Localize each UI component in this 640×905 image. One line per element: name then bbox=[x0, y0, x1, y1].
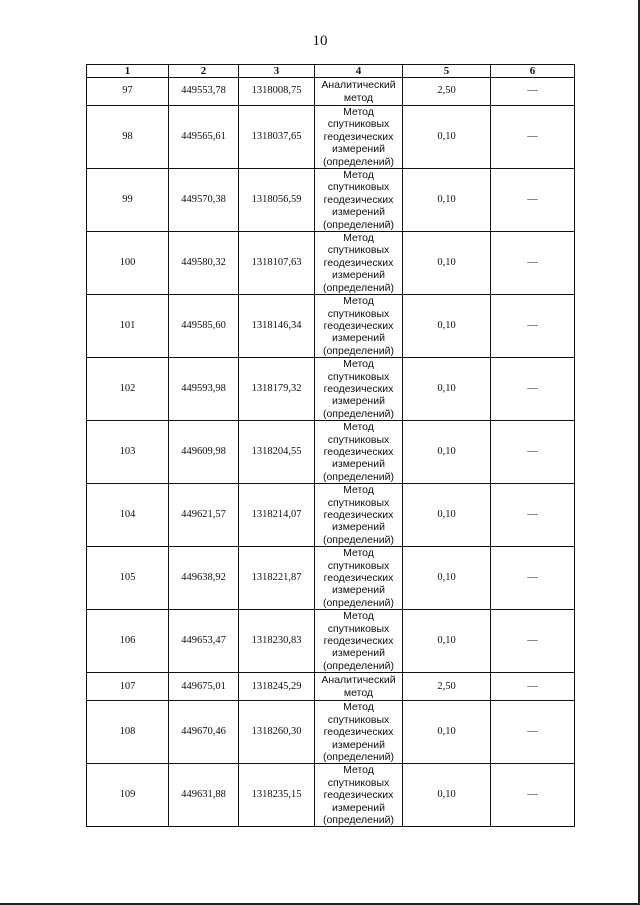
header-col-6: 6 bbox=[491, 65, 575, 78]
point-number: 99 bbox=[87, 169, 169, 232]
note: — bbox=[491, 169, 575, 232]
note: — bbox=[491, 701, 575, 764]
header-col-5: 5 bbox=[403, 65, 491, 78]
method: Метод спутниковых геодезических измерений (определений) bbox=[315, 232, 403, 295]
coord-x: 449553,78 bbox=[169, 78, 239, 106]
coord-y: 1318107,63 bbox=[239, 232, 315, 295]
point-number: 103 bbox=[87, 421, 169, 484]
accuracy: 0,10 bbox=[403, 547, 491, 610]
note: — bbox=[491, 358, 575, 421]
accuracy: 0,10 bbox=[403, 421, 491, 484]
table-row bbox=[87, 421, 575, 484]
point-number: 97 bbox=[87, 78, 169, 106]
coord-y: 1318245,29 bbox=[239, 673, 315, 701]
method: Метод спутниковых геодезических измерений (определений) bbox=[315, 421, 403, 484]
method: Метод спутниковых геодезических измерений (определений) bbox=[315, 764, 403, 827]
point-number: 106 bbox=[87, 610, 169, 673]
point-number: 107 bbox=[87, 673, 169, 701]
note: — bbox=[491, 295, 575, 358]
table-row bbox=[87, 764, 575, 827]
note: — bbox=[491, 484, 575, 547]
coord-y: 1318204,55 bbox=[239, 421, 315, 484]
coord-x: 449580,32 bbox=[169, 232, 239, 295]
point-number: 104 bbox=[87, 484, 169, 547]
method: Метод спутниковых геодезических измерений (определений) bbox=[315, 547, 403, 610]
coord-x: 449593,98 bbox=[169, 358, 239, 421]
point-number: 108 bbox=[87, 701, 169, 764]
table-row bbox=[87, 484, 575, 547]
coord-x: 449675,01 bbox=[169, 673, 239, 701]
point-number: 102 bbox=[87, 358, 169, 421]
table-row bbox=[87, 610, 575, 673]
coord-x: 449631,88 bbox=[169, 764, 239, 827]
method: Метод спутниковых геодезических измерений (определений) bbox=[315, 358, 403, 421]
method: Метод спутниковых геодезических измерений (определений) bbox=[315, 169, 403, 232]
coord-y: 1318179,32 bbox=[239, 358, 315, 421]
point-number: 101 bbox=[87, 295, 169, 358]
method: Метод спутниковых геодезических измерений (определений) bbox=[315, 610, 403, 673]
header-col-2: 2 bbox=[169, 65, 239, 78]
point-number: 109 bbox=[87, 764, 169, 827]
accuracy: 0,10 bbox=[403, 169, 491, 232]
accuracy: 0,10 bbox=[403, 358, 491, 421]
accuracy: 0,10 bbox=[403, 106, 491, 169]
note: — bbox=[491, 764, 575, 827]
point-number: 105 bbox=[87, 547, 169, 610]
note: — bbox=[491, 106, 575, 169]
coord-y: 1318221,87 bbox=[239, 547, 315, 610]
note: — bbox=[491, 673, 575, 701]
coord-y: 1318056,59 bbox=[239, 169, 315, 232]
coord-y: 1318008,75 bbox=[239, 78, 315, 106]
accuracy: 0,10 bbox=[403, 701, 491, 764]
coord-x: 449670,46 bbox=[169, 701, 239, 764]
coord-x: 449653,47 bbox=[169, 610, 239, 673]
accuracy: 0,10 bbox=[403, 295, 491, 358]
table-row bbox=[87, 232, 575, 295]
table-row bbox=[87, 358, 575, 421]
method: Аналитический метод bbox=[315, 673, 403, 701]
note: — bbox=[491, 547, 575, 610]
coord-y: 1318260,30 bbox=[239, 701, 315, 764]
header-col-3: 3 bbox=[239, 65, 315, 78]
accuracy: 0,10 bbox=[403, 764, 491, 827]
note: — bbox=[491, 78, 575, 106]
accuracy: 2,50 bbox=[403, 673, 491, 701]
point-number: 100 bbox=[87, 232, 169, 295]
coord-x: 449570,38 bbox=[169, 169, 239, 232]
table-header-row bbox=[87, 65, 575, 78]
coord-y: 1318037,65 bbox=[239, 106, 315, 169]
note: — bbox=[491, 610, 575, 673]
page-number: 10 bbox=[312, 33, 328, 49]
accuracy: 0,10 bbox=[403, 484, 491, 547]
header-col-1: 1 bbox=[87, 65, 169, 78]
note: — bbox=[491, 421, 575, 484]
method: Метод спутниковых геодезических измерений (определений) bbox=[315, 106, 403, 169]
table-row bbox=[87, 169, 575, 232]
accuracy: 0,10 bbox=[403, 610, 491, 673]
coord-y: 1318230,83 bbox=[239, 610, 315, 673]
coord-x: 449585,60 bbox=[169, 295, 239, 358]
table-row bbox=[87, 295, 575, 358]
header-col-4: 4 bbox=[315, 65, 403, 78]
coord-x: 449621,57 bbox=[169, 484, 239, 547]
coord-x: 449565,61 bbox=[169, 106, 239, 169]
point-number: 98 bbox=[87, 106, 169, 169]
coord-y: 1318235,15 bbox=[239, 764, 315, 827]
table-row bbox=[87, 673, 575, 701]
table-row bbox=[87, 78, 575, 106]
method: Метод спутниковых геодезических измерений (определений) bbox=[315, 701, 403, 764]
coord-y: 1318146,34 bbox=[239, 295, 315, 358]
method: Аналитический метод bbox=[315, 78, 403, 106]
method: Метод спутниковых геодезических измерений (определений) bbox=[315, 484, 403, 547]
note: — bbox=[491, 232, 575, 295]
accuracy: 0,10 bbox=[403, 232, 491, 295]
coordinates-table bbox=[86, 64, 575, 827]
coord-x: 449638,92 bbox=[169, 547, 239, 610]
method: Метод спутниковых геодезических измерений (определений) bbox=[315, 295, 403, 358]
table-row bbox=[87, 106, 575, 169]
coord-x: 449609,98 bbox=[169, 421, 239, 484]
table-row bbox=[87, 547, 575, 610]
table-row bbox=[87, 701, 575, 764]
accuracy: 2,50 bbox=[403, 78, 491, 106]
coord-y: 1318214,07 bbox=[239, 484, 315, 547]
